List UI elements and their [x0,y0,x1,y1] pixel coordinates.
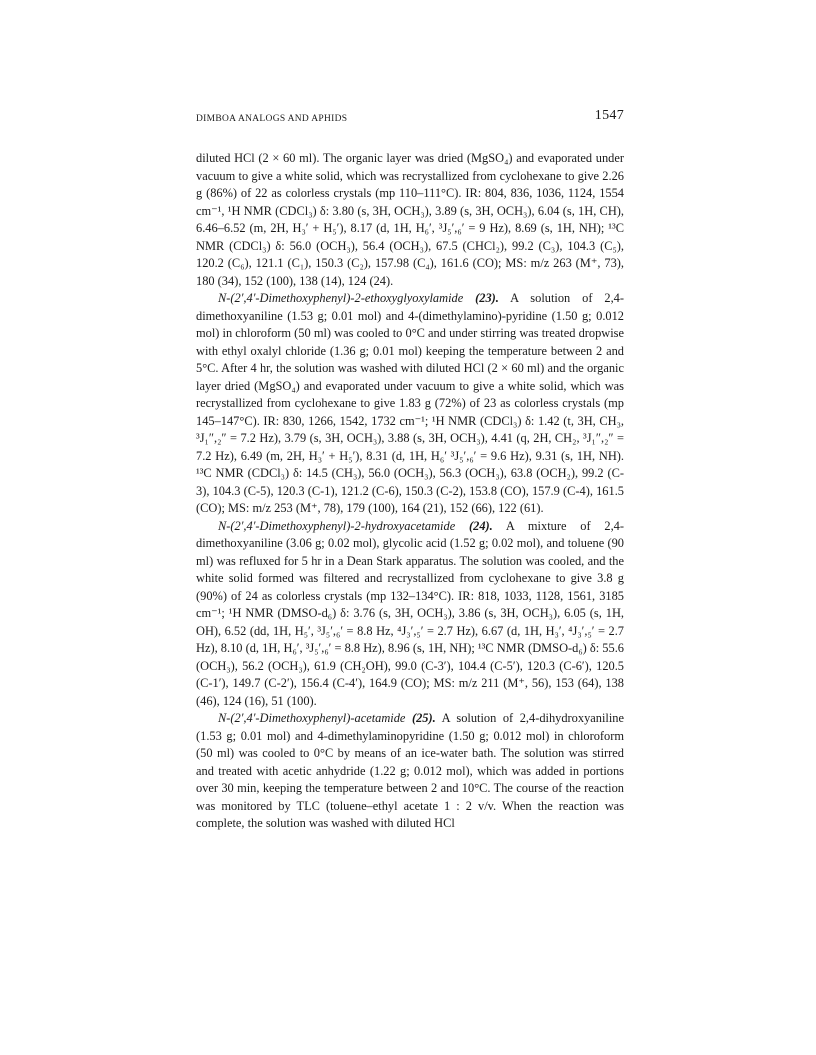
paragraph-compound-23 [196,290,624,518]
running-head-title: DIMBOA ANALOGS AND APHIDS [196,114,348,124]
paragraph-text: A solution of 2,4-dihydroxyaniline (1.53 g; 0.01 mol) and 4-dimethylaminopyridine (1.50 g; 0.012 mol) in chloroform (50 ml) was cooled to 0°C by means of an ice-water bath. The solution was stirred and treated with acetic anhydride (1.22 g; 0.012 mol), which was added in portions over 30 min, keeping the temperature between 2 and 10°C. The course of the reaction was monitored by TLC (toluene–ethyl acetate 1 : 2 v/v. When the reaction was complete, the solution was washed with diluted HCl [196,711,624,830]
compound-number: (23). [475,291,499,305]
paragraph-text: A solution of 2,4-dimethoxyaniline (1.53 g; 0.01 mol) and 4-(dimethylamino)-pyridine (1.50 g; 0.012 mol) in chloroform (50 ml) was cooled to 0°C and under stirring was treated dropwise with ethyl oxalyl chloride (1.36 g; 0.01 mol) keeping the temperature between 2 and 5°C. After 4 hr, the solution was washed with diluted HCl (2 × 60 ml) and the organic layer dried (MgSO₄) and evaporated under vacuum to give a white solid, which was recrystallized from cyclohexane to give 1.83 g (72%) of 23 as colorless crystals (mp 145–147°C). IR: 830, 1266, 1542, 1732 cm⁻¹; ¹H NMR (CDCl₃) δ: 1.42 (t, 3H, CH₃, ³J₁″,₂″ = 7.2 Hz), 3.79 (s, 3H, OCH₃), 3.88 (s, 3H, OCH₃), 4.41 (q, 2H, CH₂, ³J₁″,₂″ = 7.2 Hz), 6.49 (m, 2H, H₃′ + H₅′), 8.31 (d, 1H, H₆′ ³J₅′,₆′ = 9.6 Hz), 9.31 (s, 1H, NH). ¹³C NMR (CDCl₃) δ: 14.5 (CH₃), 56.0 (OCH₃), 56.3 (OCH₃), 63.8 (OCH₂), 99.2 (C-3), 104.3 (C-5), 120.3 (C-1), 121.2 (C-6), 150.3 (C-2), 153.8 (CO), 157.9 (C-4), 161.5 (CO); MS: m/z 253 (M⁺, 78), 179 (100), 164 (21), 152 (66), 122 (61). [196,291,624,515]
compound-heading [218,291,499,305]
paragraph-compound-25 [196,710,624,833]
page-number: 1547 [594,108,624,123]
running-head [196,108,624,130]
body-text [196,150,624,833]
paragraph-compound-24 [196,518,624,711]
compound-name: N-(2′,4′-Dimethoxyphenyl)-2-hydroxyacetamide [218,518,456,533]
paragraph-compound-22-data [196,150,624,290]
compound-number: (24). [469,518,493,533]
compound-name: N-(2′,4′-Dimethoxyphenyl)-2-ethoxyglyoxylamide [218,291,464,305]
document-page [196,108,624,833]
paragraph-text: A mixture of 2,4-dimethoxyaniline (3.06 g; 0.02 mol), glycolic acid (1.52 g; 0.02 mol), and toluene (90 ml) was refluxed for 5 hr in a Dean Stark apparatus. The solution was cooled, and the white solid formed was filtered and recrystallized from cyclohexane to give 3.8 g (90%) of 24 as colorless crystals (mp 132–134°C). IR: 818, 1033, 1128, 1561, 3185 cm⁻¹; ¹H NMR (DMSO-d₆) δ: 3.76 (s, 3H, OCH₃), 3.86 (s, 3H, OCH₃), 6.05 (s, 1H, OH), 6.52 (dd, 1H, H₅′, ³J₅′,₆′ = 8.8 Hz, ⁴J₃′,₅′ = 2.7 Hz), 6.67 (d, 1H, H₃′, ⁴J₃′,₅′ = 2.7 Hz), 8.10 (d, 1H, H₆′, ³J₅′,₆′ = 8.8 Hz), 8.96 (s, 1H, NH); ¹³C NMR (DMSO-d₆) δ: 55.6 (OCH₃), 56.2 (OCH₃), 61.9 (CH₂OH), 99.0 (C-3′), 104.4 (C-5′), 120.3 (C-6′), 120.5 (C-1′), 149.7 (C-2′), 156.4 (C-4′), 164.9 (CO); MS: m/z 211 (M⁺, 56), 153 (64), 138 (46), 124 (16), 51 (100). [196,518,624,708]
compound-number: (25). [411,711,436,725]
compound-name: N-(2′,4′-Dimethoxyphenyl)-acetamide [218,711,406,725]
compound-heading [218,519,493,533]
compound-heading [218,711,436,725]
paragraph-text: diluted HCl (2 × 60 ml). The organic layer was dried (MgSO₄) and evaporated under vacuum to give a white solid, which was recrystallized from cyclohexane to give 2.26 g (86%) of 22 as colorless crystals (mp 110–111°C). IR: 804, 836, 1036, 1124, 1554 cm⁻¹, ¹H NMR (CDCl₃) δ: 3.80 (s, 3H, OCH₃), 3.89 (s, 3H, OCH₃), 6.04 (s, 1H, CH), 6.46–6.52 (m, 2H, H₃′ + H₅′), 8.17 (d, 1H, H₆′, ³J₅′,₆′ = 9 Hz), 8.69 (s, 1H, NH); ¹³C NMR (CDCl₃) δ: 56.0 (OCH₃), 56.4 (OCH₃), 67.5 (CHCl₂), 99.2 (C₃), 104.3 (C₅), 120.2 (C₆), 121.1 (C₁), 150.3 (C₂), 157.98 (C₄), 161.6 (CO); MS: m/z 263 (M⁺, 73), 180 (34), 152 (100), 138 (14), 124 (24). [196,151,624,288]
